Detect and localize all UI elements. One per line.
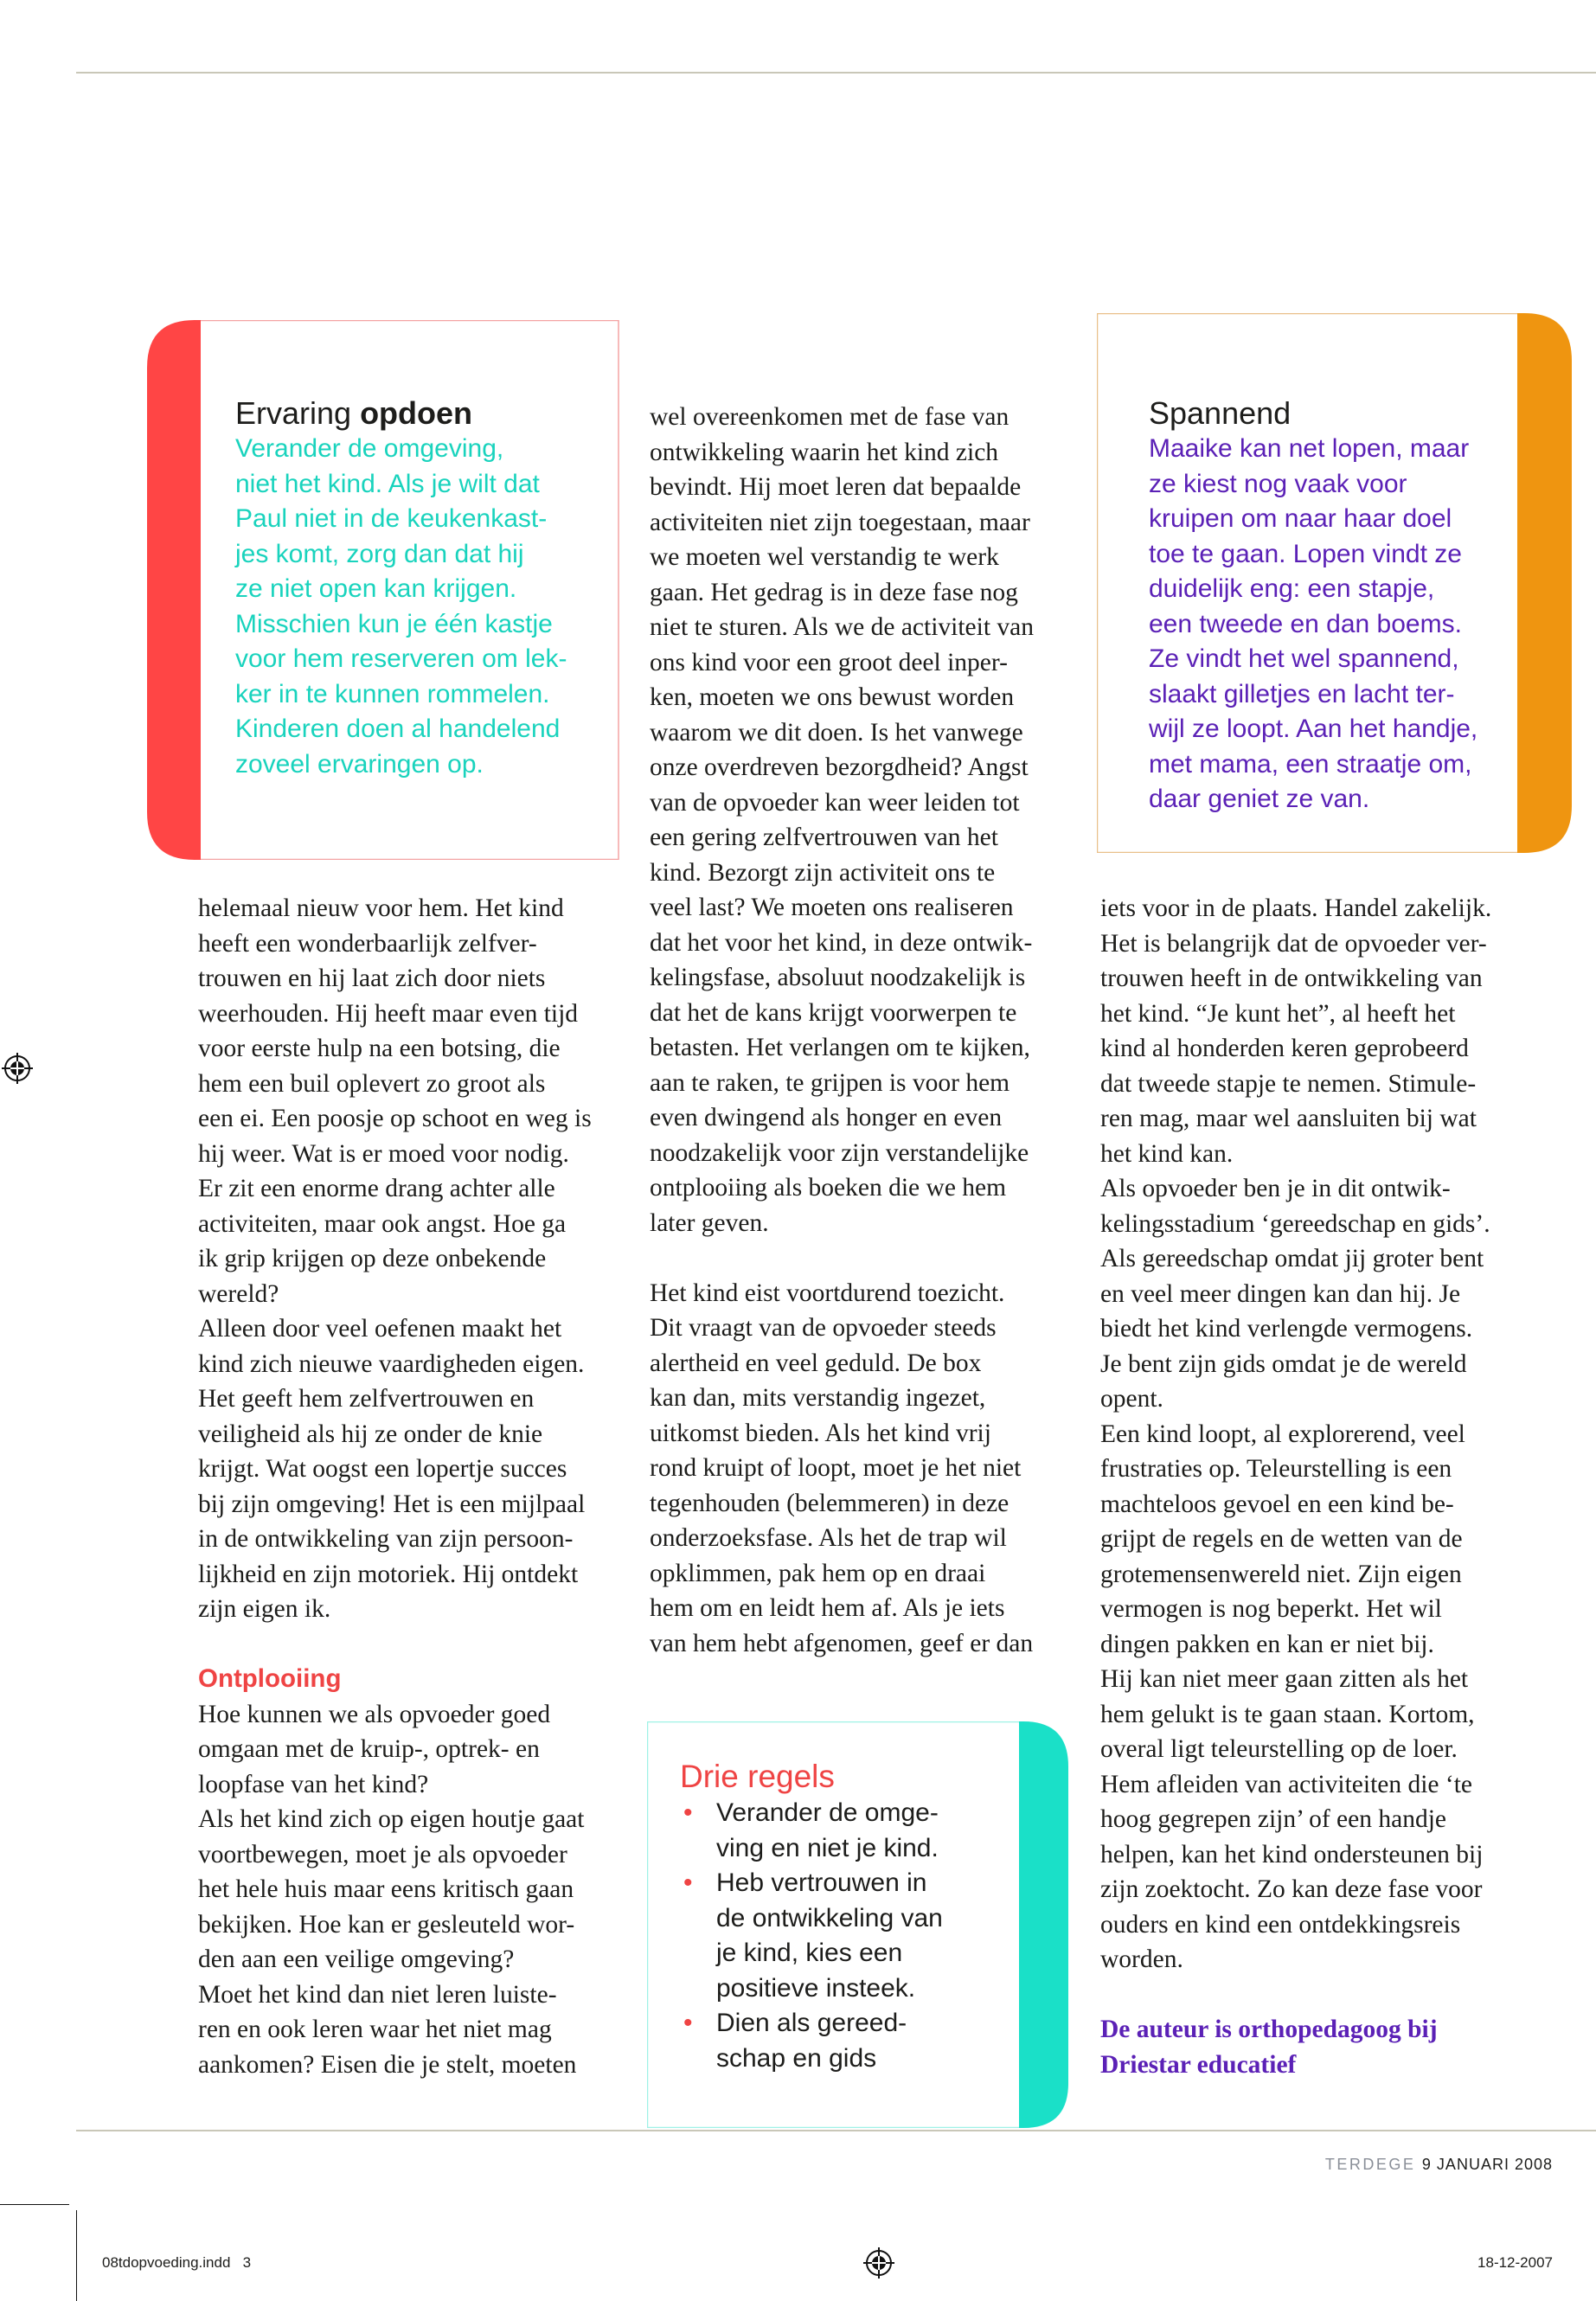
body-line: hem gelukt is te gaan staan. Kortom, xyxy=(1100,1700,1475,1728)
bullet-icon: • xyxy=(683,1798,693,1827)
rule-item xyxy=(680,2006,943,2076)
box-ervaring-line: Misschien kun je één kastje xyxy=(235,609,553,638)
body-line: ontplooiing als boeken die we hem xyxy=(650,1174,1007,1202)
column-1 xyxy=(198,891,592,2082)
author-note xyxy=(1100,2012,1491,2082)
body-line: hem een buil oplevert zo groot als xyxy=(198,1069,546,1098)
body-line: het hele huis maar eens kritisch gaan xyxy=(198,1875,574,1903)
body-line: dat het de kans krijgt voorwerpen te xyxy=(650,998,1017,1027)
crop-mark xyxy=(0,2204,69,2205)
box-drie-regels xyxy=(647,1721,1068,2128)
body-line: veiligheid als hij ze onder de knie xyxy=(198,1420,543,1448)
box-spannend-line: duidelijk eng: een stapje, xyxy=(1149,574,1435,603)
body-line: dingen pakken en kan er niet bij. xyxy=(1100,1630,1434,1658)
body-line: activiteiten niet zijn toegestaan, maar xyxy=(650,508,1030,536)
rule-line: Heb vertrouwen in xyxy=(716,1868,927,1897)
body-line: omgaan met de kruip-, optrek- en xyxy=(198,1735,540,1763)
body-line: Er zit een enorme drang achter alle xyxy=(198,1175,555,1202)
box-spannend-line: ze kiest nog vaak voor xyxy=(1149,469,1407,498)
column-2 xyxy=(650,400,1034,1661)
box-spannend-line: Maaike kan net lopen, maar xyxy=(1149,434,1470,463)
box-spannend-line: slaakt gilletjes en lacht ter- xyxy=(1149,679,1455,708)
box-regels-title: Drie regels xyxy=(680,1759,835,1794)
top-rule xyxy=(76,72,1596,74)
body-line: ren mag, maar wel aansluiten bij wat xyxy=(1100,1105,1477,1132)
rule-line: positieve insteek. xyxy=(716,1973,916,2003)
rule-item xyxy=(680,1796,943,1866)
body-line: tegenhouden (belemmeren) in deze xyxy=(650,1489,1010,1517)
body-line: kind al honderden keren geprobeerd xyxy=(1100,1035,1469,1062)
body-line: een gering zelfvertrouwen van het xyxy=(650,824,998,851)
body-line: gaan. Het gedrag is in deze fase nog xyxy=(650,578,1018,606)
body-line: ons kind voor een groot deel inper- xyxy=(650,648,1008,676)
paragraph-gap xyxy=(198,1627,592,1663)
body-line: ren en ook leren waar het niet mag xyxy=(198,2016,552,2043)
author-line: De auteur is orthopedagoog bij xyxy=(1100,2016,1438,2043)
box-spannend-line: toe te gaan. Lopen vindt ze xyxy=(1149,539,1462,568)
subheading-ontplooiing: Ontplooiing xyxy=(198,1664,342,1693)
body-line: betasten. Het verlangen om te kijken, xyxy=(650,1034,1030,1061)
body-line: helpen, kan het kind ondersteunen bij xyxy=(1100,1840,1484,1868)
body-line: grijpt de regels en de wetten van de xyxy=(1100,1525,1463,1553)
footer-date: 9 JANUARI 2008 xyxy=(1421,2156,1553,2173)
body-line: aankomen? Eisen die je stelt, moeten xyxy=(198,2050,577,2079)
body-line: bekijken. Hoe kan er gesleuteld wor- xyxy=(198,1910,575,1939)
body-line: hoog gegrepen zijn’ of een handje xyxy=(1100,1805,1446,1833)
bullet-icon: • xyxy=(683,1868,693,1897)
box-ervaring-line: voor hem reserveren om lek- xyxy=(235,644,567,673)
body-line: en veel meer dingen kan dan hij. Je xyxy=(1100,1279,1461,1308)
body-line: ik grip krijgen op deze onbekende xyxy=(198,1245,547,1272)
body-line: onze overdreven bezorgdheid? Angst xyxy=(650,753,1029,781)
body-line: loopfase van het kind? xyxy=(198,1770,429,1798)
column-3 xyxy=(1100,891,1491,2082)
body-line: ouders en kind een ontdekkingsreis xyxy=(1100,1910,1461,1939)
rule-line: schap en gids xyxy=(716,2043,877,2073)
body-line: kind. Bezorgt zijn activiteit ons te xyxy=(650,858,996,887)
body-line: voortbewegen, moet je als opvoeder xyxy=(198,1840,567,1868)
box-ervaring-line: Kinderen doen al handelend xyxy=(235,715,561,743)
box-ervaring xyxy=(147,320,619,860)
body-line: Hoe kunnen we als opvoeder goed xyxy=(198,1700,551,1728)
body-line: alertheid en veel geduld. De box xyxy=(650,1349,982,1377)
body-line: overal ligt teleurstelling op de loer. xyxy=(1100,1735,1458,1763)
body-line: krijgt. Wat oogst een lopertje succes xyxy=(198,1455,567,1483)
box-regels-list xyxy=(680,1796,943,2076)
body-line: aan te raken, te grijpen is voor hem xyxy=(650,1068,1010,1097)
registration-mark-icon xyxy=(2,1053,33,1084)
body-line: kind zich nieuwe vaardigheden eigen. xyxy=(198,1349,585,1378)
box-ervaring-title-bold: opdoen xyxy=(360,395,473,431)
bottom-rule xyxy=(76,2130,1596,2131)
body-line: trouwen heeft in de ontwikkeling van xyxy=(1100,965,1483,992)
body-line: Alleen door veel oefenen maakt het xyxy=(198,1315,562,1343)
box-ervaring-body xyxy=(235,432,567,782)
body-line: in de ontwikkeling van zijn persoon- xyxy=(198,1525,574,1553)
bullet-icon: • xyxy=(683,2009,693,2037)
body-line: frustraties op. Teleurstelling is een xyxy=(1100,1455,1452,1483)
body-line: opklimmen, pak hem op en draai xyxy=(650,1559,986,1587)
body-line: heeft een wonderbaarlijk zelfver- xyxy=(198,929,537,958)
body-line: even dwingend als honger en even xyxy=(650,1104,1003,1131)
body-line: zijn zoektocht. Zo kan deze fase voor xyxy=(1100,1875,1483,1903)
paragraph-gap xyxy=(650,1240,1034,1276)
rule-line: ving en niet je kind. xyxy=(716,1833,939,1862)
body-line: Hem afleiden van activiteiten die ‘te xyxy=(1100,1770,1473,1798)
body-line: ontwikkeling waarin het kind zich xyxy=(650,438,999,466)
body-line: Als het kind zich op eigen houtje gaat xyxy=(198,1805,585,1833)
box-ervaring-line: ker in te kunnen rommelen. xyxy=(235,679,550,708)
box-ervaring-line: zoveel ervaringen op. xyxy=(235,749,484,779)
body-line: worden. xyxy=(1100,1945,1183,1973)
box-spannend-line: met mama, een straatje om, xyxy=(1149,749,1472,779)
body-line: Dit vraagt van de opvoeder steeds xyxy=(650,1314,997,1342)
body-line: Het geeft hem zelfvertrouwen en xyxy=(198,1385,535,1413)
body-line: noodzakelijk voor zijn verstandelijke xyxy=(650,1138,1029,1167)
box-spannend xyxy=(1097,313,1572,853)
body-line: Een kind loopt, al explorerend, veel xyxy=(1100,1420,1465,1448)
body-line: opent. xyxy=(1100,1385,1163,1413)
box-spannend-body xyxy=(1149,432,1477,817)
box-ervaring-title-light: Ervaring xyxy=(235,395,361,431)
box-ervaring-line: Verander de omgeving, xyxy=(235,434,504,463)
body-line: Als gereedschap omdat jij groter bent xyxy=(1100,1245,1484,1272)
body-line: niet te sturen. Als we de activiteit van xyxy=(650,613,1035,641)
body-line: lijkheid en zijn motoriek. Hij ontdekt xyxy=(198,1560,579,1588)
box-spannend-title: Spannend xyxy=(1149,395,1292,431)
author-line: Driestar educatief xyxy=(1100,2050,1297,2079)
footer-filename: 08tdopvoeding.indd 3 xyxy=(102,2254,252,2271)
body-line: onderzoeksfase. Als het de trap wil xyxy=(650,1524,1007,1552)
box-spannend-line: wijl ze loopt. Aan het handje, xyxy=(1149,715,1478,743)
footer-magazine-name: TERDEGE xyxy=(1324,2156,1416,2173)
body-line: waarom we dit doen. Is het vanwege xyxy=(650,718,1023,747)
body-line: grotemensenwereld niet. Zijn eigen xyxy=(1100,1560,1462,1588)
body-line: veel last? We moeten ons realiseren xyxy=(650,894,1014,921)
body-line: van hem hebt afgenomen, geef er dan xyxy=(650,1629,1034,1657)
body-line: den aan een veilige omgeving? xyxy=(198,1945,515,1973)
body-line: kan dan, mits verstandig ingezet, xyxy=(650,1384,986,1412)
box-ervaring-line: ze niet open kan krijgen. xyxy=(235,574,517,603)
body-line: trouwen en hij laat zich door niets xyxy=(198,965,546,992)
body-line: biedt het kind verlengde vermogens. xyxy=(1100,1315,1473,1343)
box-spannend-line: kruipen om naar haar doel xyxy=(1149,504,1452,533)
rule-item xyxy=(680,1866,943,2006)
body-line: een ei. Een poosje op schoot en weg is xyxy=(198,1105,592,1132)
body-line: wereld? xyxy=(198,1279,279,1308)
body-line: rond kruipt of loopt, moet je het niet xyxy=(650,1454,1022,1482)
body-line: het kind. “Je kunt het”, al heeft het xyxy=(1100,999,1456,1028)
rule-line: de ontwikkeling van xyxy=(716,1903,943,1932)
body-line: iets voor in de plaats. Handel zakelijk. xyxy=(1100,894,1492,922)
body-line: Het is belangrijk dat de opvoeder ver- xyxy=(1100,929,1487,958)
body-line: Hij kan niet meer gaan zitten als het xyxy=(1100,1665,1469,1693)
body-line: Moet het kind dan niet leren luiste- xyxy=(198,1980,557,2009)
body-line: bij zijn omgeving! Het is een mijlpaal xyxy=(198,1490,586,1518)
body-line: dat het voor het kind, in deze ontwik- xyxy=(650,928,1033,957)
body-line: Het kind eist voortdurend toezicht. xyxy=(650,1279,1005,1307)
box-ervaring-title xyxy=(235,396,472,431)
box-spannend-line: Ze vindt het wel spannend, xyxy=(1149,644,1459,673)
body-line: helemaal nieuw voor hem. Het kind xyxy=(198,894,564,922)
body-line: voor eerste hulp na een botsing, die xyxy=(198,1035,561,1062)
body-line: bevindt. Hij moet leren dat bepaalde xyxy=(650,473,1022,501)
body-line: we moeten wel verstandig te werk xyxy=(650,543,999,571)
body-line: kelingsfase, absoluut noodzakelijk is xyxy=(650,964,1026,991)
body-line: wel overeenkomen met de fase van xyxy=(650,403,1010,431)
body-line: zijn eigen ik. xyxy=(198,1595,331,1623)
body-line: activiteiten, maar ook angst. Hoe ga xyxy=(198,1209,567,1238)
box-spannend-line: een tweede en dan boems. xyxy=(1149,609,1462,638)
body-line: machteloos gevoel en een kind be- xyxy=(1100,1490,1454,1518)
body-line: hij weer. Wat is er moed voor nodig. xyxy=(198,1139,569,1168)
box-spannend-line: daar geniet ze van. xyxy=(1149,785,1370,813)
body-line: het kind kan. xyxy=(1100,1139,1234,1168)
box-ervaring-line: Paul niet in de keukenkast- xyxy=(235,504,548,533)
rule-line: je kind, kies een xyxy=(716,1939,903,1967)
body-line: Je bent zijn gids omdat je de wereld xyxy=(1100,1349,1467,1378)
body-line: van de opvoeder kan weer leiden tot xyxy=(650,788,1020,817)
footer-timestamp: 18-12-2007 xyxy=(1477,2254,1553,2271)
body-line: weerhouden. Hij heeft maar even tijd xyxy=(198,999,579,1028)
body-line: hem om en leidt hem af. Als je iets xyxy=(650,1594,1005,1622)
body-line: dat tweede stapje te nemen. Stimule- xyxy=(1100,1069,1477,1098)
body-line: kelingsstadium ‘gereedschap en gids’. xyxy=(1100,1209,1490,1238)
body-line: vermogen is nog beperkt. Het wil xyxy=(1100,1595,1442,1623)
registration-mark-icon xyxy=(863,2247,894,2279)
body-line: uitkomst bieden. Als het kind vrij xyxy=(650,1419,991,1447)
box-ervaring-line: niet het kind. Als je wilt dat xyxy=(235,469,540,498)
rule-line: Verander de omge- xyxy=(716,1798,939,1827)
rule-line: Dien als gereed- xyxy=(716,2009,907,2037)
body-line: Als opvoeder ben je in dit ontwik- xyxy=(1100,1175,1451,1202)
body-line: ken, moeten we ons bewust worden xyxy=(650,683,1015,711)
footer-magazine xyxy=(1325,2156,1553,2174)
paragraph-gap xyxy=(1100,1977,1491,2013)
crop-mark xyxy=(76,2210,77,2301)
body-line: later geven. xyxy=(650,1208,769,1237)
box-ervaring-line: jes komt, zorg dan dat hij xyxy=(235,539,524,568)
